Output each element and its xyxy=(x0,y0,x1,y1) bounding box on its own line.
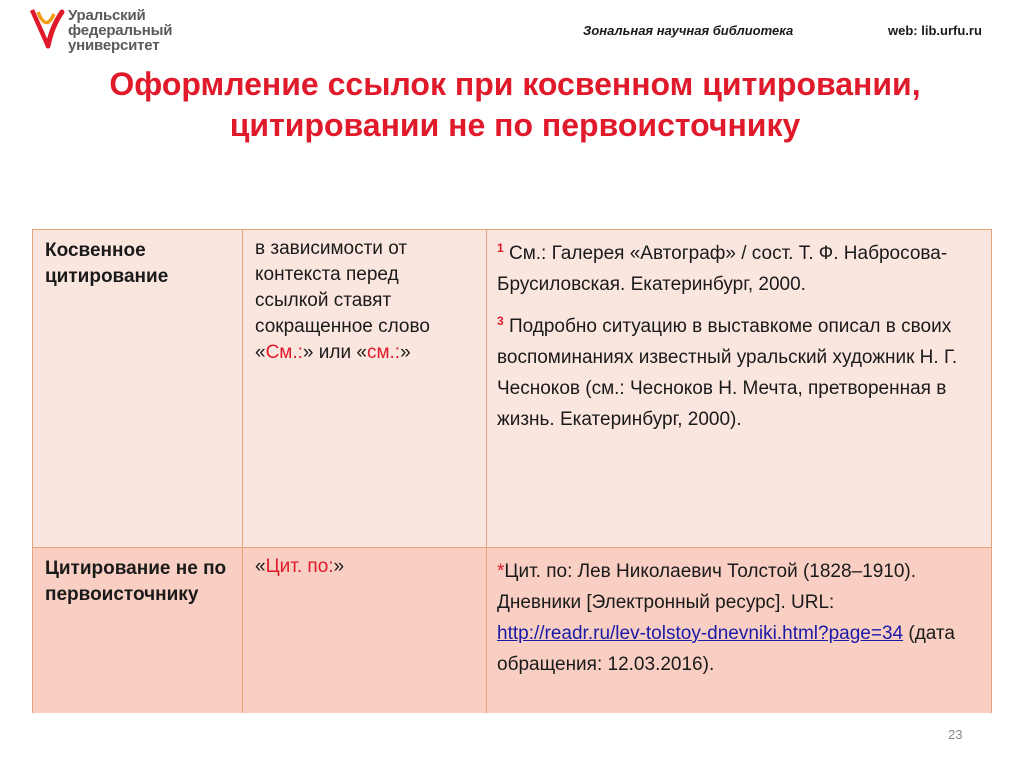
page-number: 23 xyxy=(948,727,963,742)
rule-cell xyxy=(242,548,486,713)
rule-text-pre: в зависимости от контекста перед ссылкой ставят сокращенное слово « xyxy=(255,238,430,363)
rule-quote-close: » xyxy=(333,556,345,577)
library-web: web: lib.urfu.ru xyxy=(888,23,982,38)
source-link[interactable]: http://readr.ru/lev-tolstoy-dnevniki.html?page=34 xyxy=(497,623,904,644)
rule-cell xyxy=(242,230,486,547)
logo-line-3: университет xyxy=(68,37,160,54)
example-2 xyxy=(497,311,981,435)
slide-title: Оформление ссылок при косвенном цитировании, цитировании не по первоисточнику xyxy=(109,66,921,143)
footnote-number: 3 xyxy=(497,314,504,328)
rule-quote-open: « xyxy=(255,556,266,577)
library-name: Зональная научная библиотека xyxy=(583,23,794,38)
logo-line-1: Уральский xyxy=(68,7,146,24)
asterisk-mark: * xyxy=(497,561,505,582)
see-marker-lower: см.: xyxy=(366,342,401,363)
table-row-indirect xyxy=(33,230,991,547)
example-cell xyxy=(486,230,991,547)
example-text: Цит. по: Лев Николаевич Толстой (1828–1910). Дневники [Электронный ресурс]. URL: xyxy=(497,561,917,613)
example-1-text: См.: Галерея «Автограф» / сост. Т. Ф. Набросова-Брусиловская. Екатеринбург, 2000. xyxy=(497,243,948,295)
urfu-logo-icon xyxy=(28,6,68,56)
logo-line-2: федеральный xyxy=(68,22,173,39)
rule-text-mid: » или « xyxy=(302,342,367,363)
example-cell xyxy=(486,548,991,713)
urfu-logo xyxy=(28,6,218,58)
example-1 xyxy=(497,238,981,300)
footnote-number: 1 xyxy=(497,241,504,255)
example-2-text: Подробно ситуацию в выставкоме описал в своих воспоминаниях известный уральский художник Н. Г. Чесноков (см.: Чесноков Н. Мечта, претворенная в жизнь. Екатеринбург, 2000). xyxy=(497,316,958,430)
row-label: Косвенное цитирование xyxy=(45,240,169,287)
see-marker-capital: См.: xyxy=(265,342,303,363)
table-row-secondary xyxy=(33,547,991,713)
row-label: Цитирование не по первоисточнику xyxy=(45,558,227,605)
example-tail: (дата обращения: 12.03.2016). xyxy=(497,623,955,675)
cit-marker: Цит. по: xyxy=(265,556,334,577)
citation-table xyxy=(32,229,992,713)
rule-text-post: » xyxy=(400,342,411,363)
logo-text xyxy=(68,8,172,53)
